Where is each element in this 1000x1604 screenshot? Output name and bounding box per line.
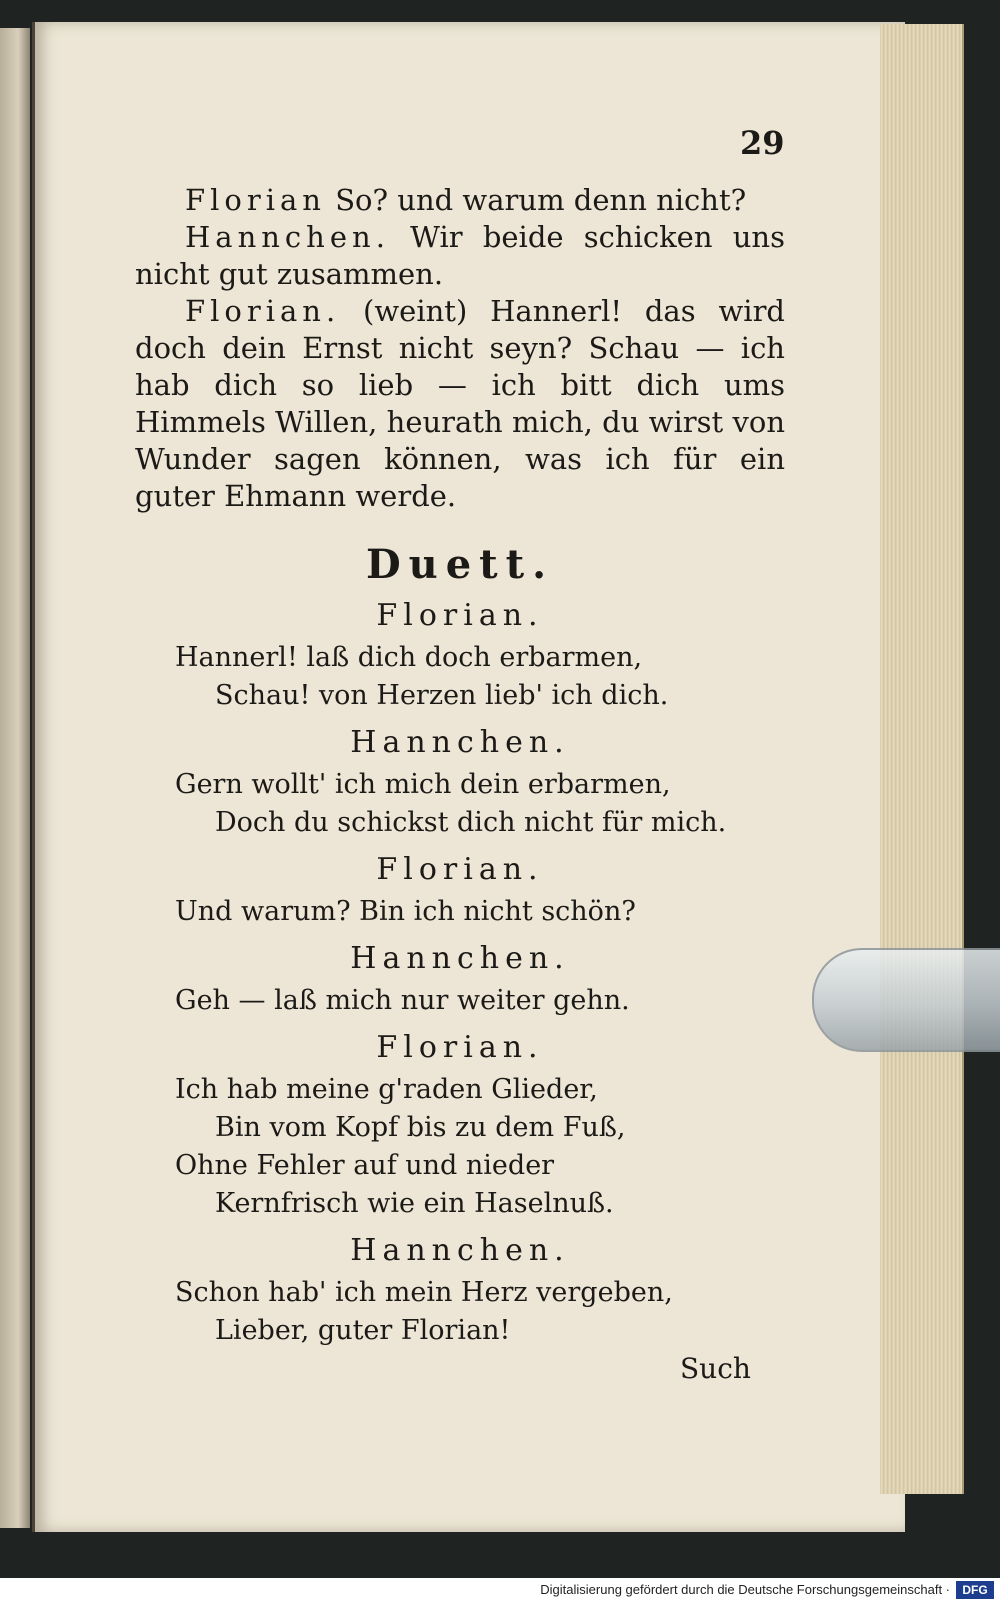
- verse-line: Gern wollt' ich mich dein erbarmen,: [175, 769, 671, 800]
- dfg-logo-icon: DFG: [956, 1581, 994, 1599]
- prose-paragraph: [135, 219, 785, 293]
- verse-line: Ich hab meine g'raden Glieder,: [175, 1074, 598, 1105]
- duett-title: Duett.: [365, 541, 555, 588]
- page-number: 29: [740, 124, 785, 162]
- speech-text: Wir beide schicken uns nicht gut zusammen.: [135, 220, 785, 291]
- verse-block: [135, 639, 785, 715]
- role-heading: Florian.: [376, 598, 544, 633]
- speaker-name: Hannchen.: [185, 220, 390, 254]
- verse-block: [135, 766, 785, 842]
- prose-paragraph: [135, 293, 785, 515]
- verse-line: Schau! von Herzen lieb' ich dich.: [215, 680, 669, 711]
- page-stack-edge: [880, 24, 964, 1494]
- role-heading: Florian.: [376, 852, 544, 887]
- speech-text: So? und warum denn nicht?: [335, 183, 747, 217]
- role-heading: Hannchen.: [350, 1233, 570, 1268]
- verse-line: Geh — laß mich nur weiter gehn.: [175, 985, 630, 1016]
- verse-line: Ohne Fehler auf und nieder: [175, 1150, 555, 1181]
- verse-line: Und warum? Bin ich nicht schön?: [175, 896, 636, 927]
- verse-line: Kernfrisch wie ein Haselnuß.: [215, 1188, 614, 1219]
- verse-block: [135, 982, 785, 1020]
- funding-credit: Digitalisierung gefördert durch die Deutsche Forschungsgemeinschaft ·: [540, 1582, 950, 1597]
- page-text: [135, 120, 785, 1350]
- verse-line: Hannerl! laß dich doch erbarmen,: [175, 642, 643, 673]
- verse-line: Schon hab' ich mein Herz vergeben,: [175, 1277, 673, 1308]
- speaker-name: Florian.: [185, 294, 341, 328]
- verse-block: [135, 1071, 785, 1223]
- prose-paragraph: [135, 182, 785, 219]
- verse-line: Lieber, guter Florian!: [215, 1315, 511, 1346]
- facing-page-edge: [0, 28, 30, 1528]
- verse-block: [135, 1274, 785, 1350]
- role-heading: Hannchen.: [350, 941, 570, 976]
- role-heading: Florian.: [376, 1030, 544, 1065]
- verse-block: [135, 893, 785, 931]
- speaker-name: Florian: [185, 183, 326, 217]
- verse-line: Doch du schickst dich nicht für mich.: [215, 807, 727, 838]
- page-clip: [812, 948, 1000, 1052]
- speech-text: (weint) Hannerl! das wird doch dein Ernst nicht seyn? Schau — ich hab dich so lieb — ich bitt dich ums Himmels Willen, heurath mich, du wirst von Wunder sagen können, was ich für ein guter Ehmann werde.: [135, 294, 785, 513]
- catchword: Such: [680, 1352, 751, 1385]
- prose-section: [135, 182, 785, 515]
- digitization-footer: [0, 1578, 1000, 1604]
- verse-line: Bin vom Kopf bis zu dem Fuß,: [215, 1112, 626, 1143]
- role-heading: Hannchen.: [350, 725, 570, 760]
